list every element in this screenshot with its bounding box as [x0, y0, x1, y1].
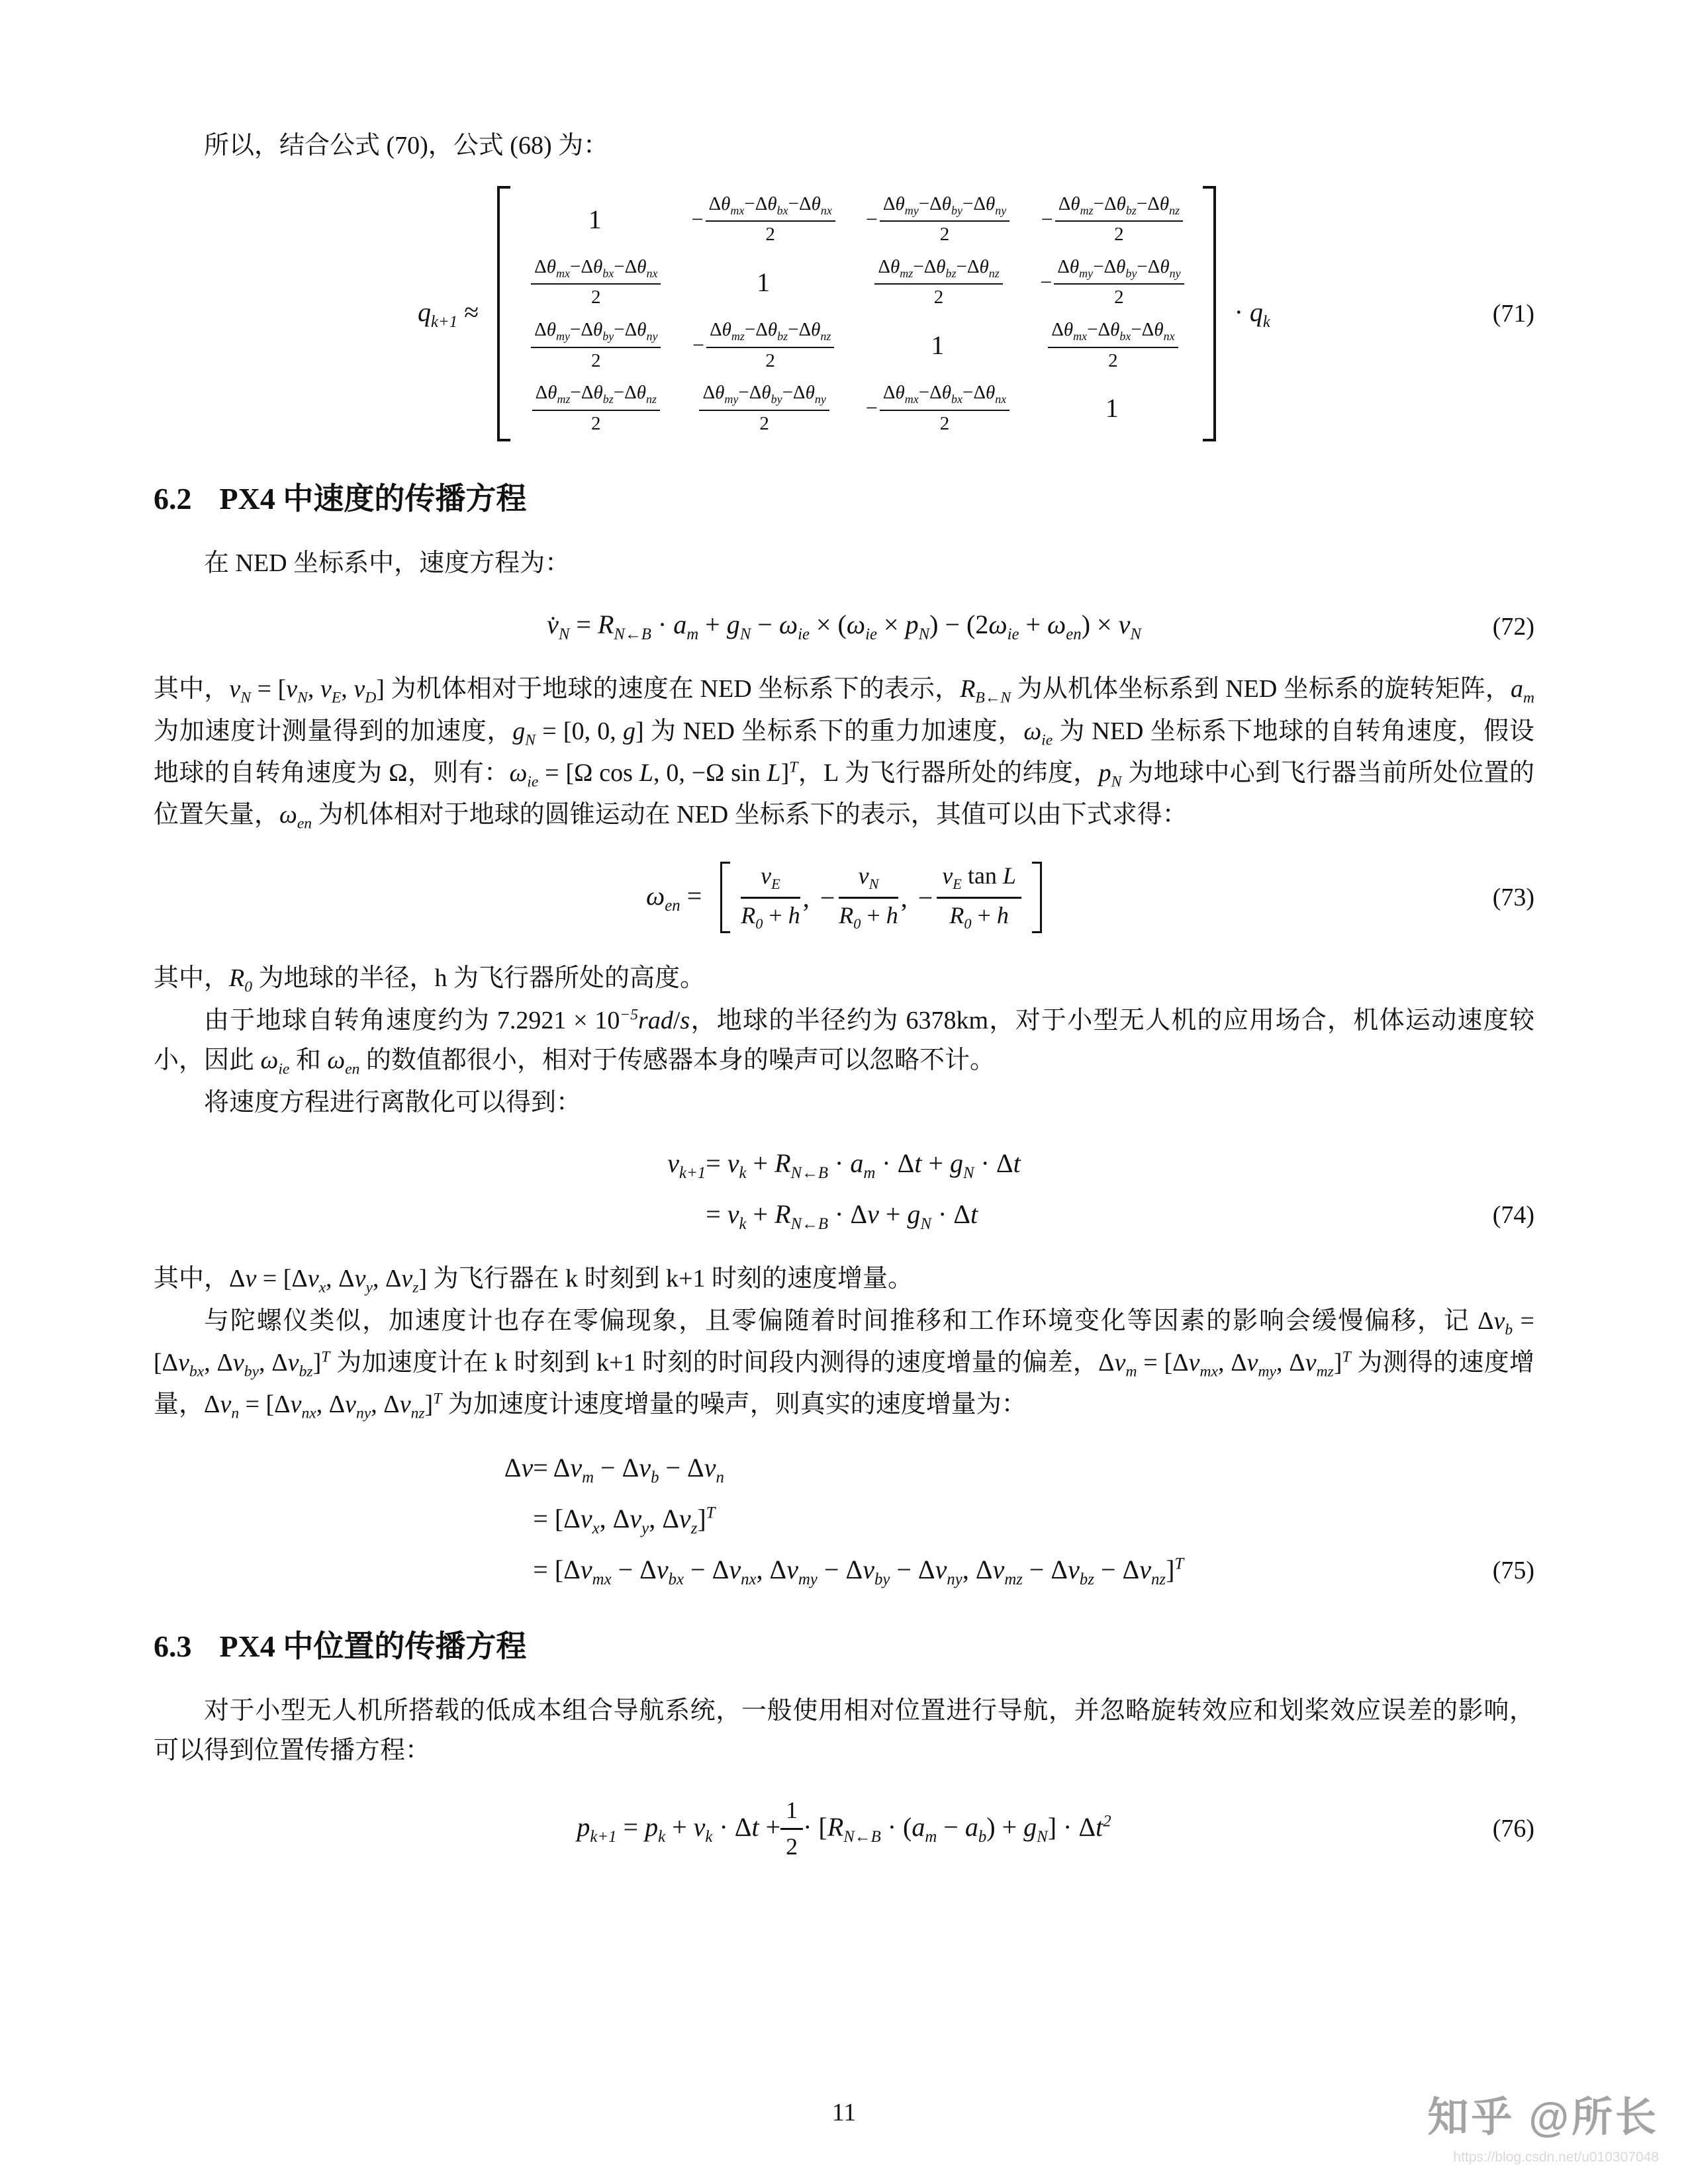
fraction: $\frac{\Delta\theta_{mx}-\Delta\theta_{bx}-\Delta\theta_{nx}}{2}$ — [1048, 318, 1178, 372]
section-title: PX4 中速度的传播方程 — [219, 482, 527, 516]
fraction: $\frac{v_N}{R_0 + h}$ — [839, 862, 898, 933]
paragraph-discretize: 将速度方程进行离散化可以得到： — [204, 1088, 582, 1116]
minus-sign: − — [917, 882, 933, 913]
eq71-lhs: $q_{k+1}$ ≈ — [418, 296, 479, 331]
matrix-cell — [697, 381, 829, 435]
matrix-cell: 1 — [931, 330, 945, 361]
fraction: $\frac{\Delta\theta_{mx}-\Delta\theta_{bx}-\Delta\theta_{nx}}{2}$ — [706, 193, 835, 246]
vector-left-bracket — [720, 862, 730, 933]
fraction: $\frac{\Delta\theta_{mz}-\Delta\theta_{bz}-\Delta\theta_{nz}}{2}$ — [532, 381, 660, 435]
equation-72 — [154, 609, 1534, 644]
quaternion-update-matrix — [526, 186, 1186, 442]
section-62-intro: 在 NED 坐标系中，速度方程为： — [204, 549, 571, 578]
page-number: 11 — [831, 2099, 857, 2126]
equation-76 — [154, 1796, 1534, 1861]
equation-74 — [154, 1148, 1534, 1234]
equation-73 — [154, 862, 1534, 933]
equation-75 — [154, 1452, 1534, 1589]
paragraph-earth-radius: 其中，$R_0$ 为地球的半径，h 为飞行器所处的高度。 — [154, 964, 706, 996]
eq75-lines: Δv = $\Delta v_m - \Delta v_b - \Delta v_n$ = [$\Delta v_x$, $\Delta v_y$, $\Delta v_z]^T$ = [$\Delta v_{mx} - \Delta v_{bx} - \Delta v_{nx}$, $\Delta v_{my} - \Delta v_{by} - \Delta v_{ny}$, $\Delta v_{mz} - \Delta v_{bz} - \Delta v_{nz}]^T$ — [504, 1452, 1184, 1588]
section-title: PX4 中位置的传播方程 — [219, 1629, 527, 1663]
matrix-cell — [529, 318, 661, 372]
vector-right-bracket — [1032, 862, 1042, 933]
equation-number-72: (72) — [1492, 612, 1534, 641]
fraction: $\frac{\Delta\theta_{my}-\Delta\theta_{by}-\Delta\theta_{ny}}{2}$ — [1054, 255, 1184, 309]
matrix-cell — [529, 255, 661, 309]
section-number: 6.3 — [154, 1629, 192, 1663]
comma: , — [802, 882, 810, 913]
matrix-cell — [1040, 255, 1184, 309]
fraction: $\frac{\Delta\theta_{mx}-\Delta\theta_{bx}-\Delta\theta_{nx}}{2}$ — [880, 381, 1009, 435]
matrix-cell: 1 — [588, 204, 602, 234]
matrix-left-bracket — [497, 186, 510, 442]
minus-sign: − — [865, 206, 878, 231]
minus-sign: − — [1040, 270, 1053, 295]
fraction: $\frac{\Delta\theta_{mz}-\Delta\theta_{bz}-\Delta\theta_{nz}}{2}$ — [874, 255, 1002, 309]
minus-sign: − — [691, 206, 704, 231]
section-heading-6-3 — [154, 1622, 1534, 1666]
equation-number-76: (76) — [1492, 1815, 1534, 1843]
matrix-cell — [1046, 318, 1178, 372]
csdn-url-watermark: https://blog.csdn.net/u010307048 — [1453, 2150, 1659, 2165]
matrix-cell — [872, 255, 1002, 309]
matrix-cell: 1 — [1105, 393, 1119, 424]
matrix-right-bracket — [1203, 186, 1216, 442]
paragraph-position-intro: 对于小型无人机所搭载的低成本组合导航系统，一般使用相对位置进行导航，并忽略旋转效应和划桨效应误差的影响，可以得到位置传播方程： — [154, 1696, 1534, 1765]
comma: , — [900, 882, 908, 913]
eq76-pre: $p_{k+1} = p_k + v_k \cdot \Delta t$ + — [577, 1811, 781, 1846]
minus-sign: − — [865, 396, 878, 420]
equation-71 — [154, 186, 1534, 442]
minus-sign: − — [692, 333, 704, 357]
eq74-lines: $v_{k+1}$ = $v_k + R_{N\leftarrow B} \cdot a_m \cdot \Delta t + g_N \cdot \Delta t$ = $v_k + R_{N\leftarrow B} \cdot \Delta v + g_N \cdot \Delta t$ — [667, 1148, 1021, 1234]
matrix-cell — [530, 381, 660, 435]
equation-number-71: (71) — [1492, 300, 1534, 328]
paragraph-accel-bias: 与陀螺仪类似，加速度计也存在零偏现象，且零偏随着时间推移和工作环境变化等因素的影响会缓慢偏移，记 $\Delta v_b = [\Delta v_{bx}$, $\Delta v_{by}$, $\Delta v_{bz}]^T$ 为加速度计在 k 时刻到 k+1 时刻的时间段内测得的速度增量的偏差，$\Delta v_m = [\Delta v_{mx}$, $\Delta v_{my}$, $\Delta v_{mz}]^T$ 为测得的速度增量，$\Delta v_n = [\Delta v_{nx}$, $\Delta v_{ny}$, $\Delta v_{nz}]^T$ 为加速度计速度增量的噪声，则真实的速度增量为： — [154, 1306, 1534, 1422]
matrix-cell: 1 — [757, 267, 771, 298]
eq71-body — [418, 186, 1270, 442]
fraction: $\frac{\Delta\theta_{mx}-\Delta\theta_{bx}-\Delta\theta_{nx}}{2}$ — [531, 255, 661, 309]
minus-sign: − — [1041, 206, 1053, 231]
fraction: $\frac{\Delta\theta_{mz}-\Delta\theta_{bz}-\Delta\theta_{nz}}{2}$ — [1055, 193, 1183, 246]
intro-paragraph: 所以，结合公式 (70)，公式 (68) 为： — [204, 132, 609, 159]
paragraph-earth-rotation: 由于地球自转角速度约为 $7.2921 \times 10^{-5}rad/s$，地球的半径约为 6378km，对于小型无人机的应用场合，机体运动速度较小，因此 $\omega_{ie}$ 和 $\omega_{en}$ 的数值都很小，相对于传感器本身的噪声可以忽略不计。 — [154, 1005, 1534, 1078]
fraction: $\frac{v_E}{R_0 + h}$ — [741, 862, 800, 933]
section-heading-6-2 — [154, 475, 1534, 518]
fraction: $\frac{\Delta\theta_{mz}-\Delta\theta_{bz}-\Delta\theta_{nz}}{2}$ — [706, 318, 834, 372]
eq72-body: $v̇_N = R_{N\leftarrow B} \cdot a_m + g_N - \omega_{ie} \times (\omega_{ie} \times p_N) - (2\omega_{ie} + \omega_{en}) \times v_N$ — [547, 610, 1141, 644]
eq76-post: · $[R_{N\leftarrow B} \cdot (a_m - a_b) + g_N] \cdot \Delta t^2$ — [803, 1811, 1111, 1846]
zhihu-watermark: 知乎 @所长 — [1427, 2095, 1659, 2140]
minus-sign: − — [820, 882, 835, 913]
matrix-cell — [691, 193, 835, 246]
fraction: $\frac{v_E \tan L}{R_0 + h}$ — [937, 862, 1021, 933]
equation-number-74: (74) — [1492, 1201, 1534, 1230]
eq71-rhs: · $q_k$ — [1234, 296, 1270, 331]
equation-number-75: (75) — [1492, 1556, 1534, 1584]
paragraph-delta-v: 其中，$\Delta v = [\Delta v_x$, $\Delta v_y$, $\Delta v_z$] 为飞行器在 k 时刻到 k+1 时刻的速度增量。 — [154, 1265, 914, 1297]
fraction-one-half: $\frac{1}{2}$ — [780, 1796, 803, 1861]
fraction: $\frac{\Delta\theta_{my}-\Delta\theta_{by}-\Delta\theta_{ny}}{2}$ — [531, 318, 661, 372]
matrix-cell — [866, 381, 1009, 435]
matrix-cell — [866, 193, 1009, 246]
eq73-lhs: $\omega_{en}$ = — [646, 880, 702, 915]
fraction: $\frac{\Delta\theta_{my}-\Delta\theta_{by}-\Delta\theta_{ny}}{2}$ — [880, 193, 1009, 246]
section-number: 6.2 — [154, 482, 192, 516]
matrix-cell — [692, 318, 834, 372]
equation-number-73: (73) — [1492, 884, 1534, 912]
paragraph-velocity-terms: 其中，$v_N = [v_N$, $v_E$, $v_D$] 为机体相对于地球的速度在 NED 坐标系下的表示，$R_{B\leftarrow N}$ 为从机体坐标系到 NED 坐标系的旋转矩阵，$a_m$ 为加速度计测量得到的加速度，$g_N = [0$, 0, g] 为 NED 坐标系下的重力加速度，$\omega_{ie}$ 为 NED 坐标系下地球的自转角速度，假设地球的自转角速度为 Ω，则有：$\omega_{ie} = [\Omega$ cos L, 0, −Ω sin L]$^T$，L 为飞行器所处的纬度，$p_N$ 为地球中心到飞行器当前所处位置的位置矢量，$\omega_{en}$ 为机体相对于地球的圆锥运动在 NED 坐标系下的表示，其值可以由下式求得： — [154, 675, 1534, 833]
fraction: $\frac{\Delta\theta_{my}-\Delta\theta_{by}-\Delta\theta_{ny}}{2}$ — [699, 381, 829, 435]
matrix-cell — [1041, 193, 1183, 246]
